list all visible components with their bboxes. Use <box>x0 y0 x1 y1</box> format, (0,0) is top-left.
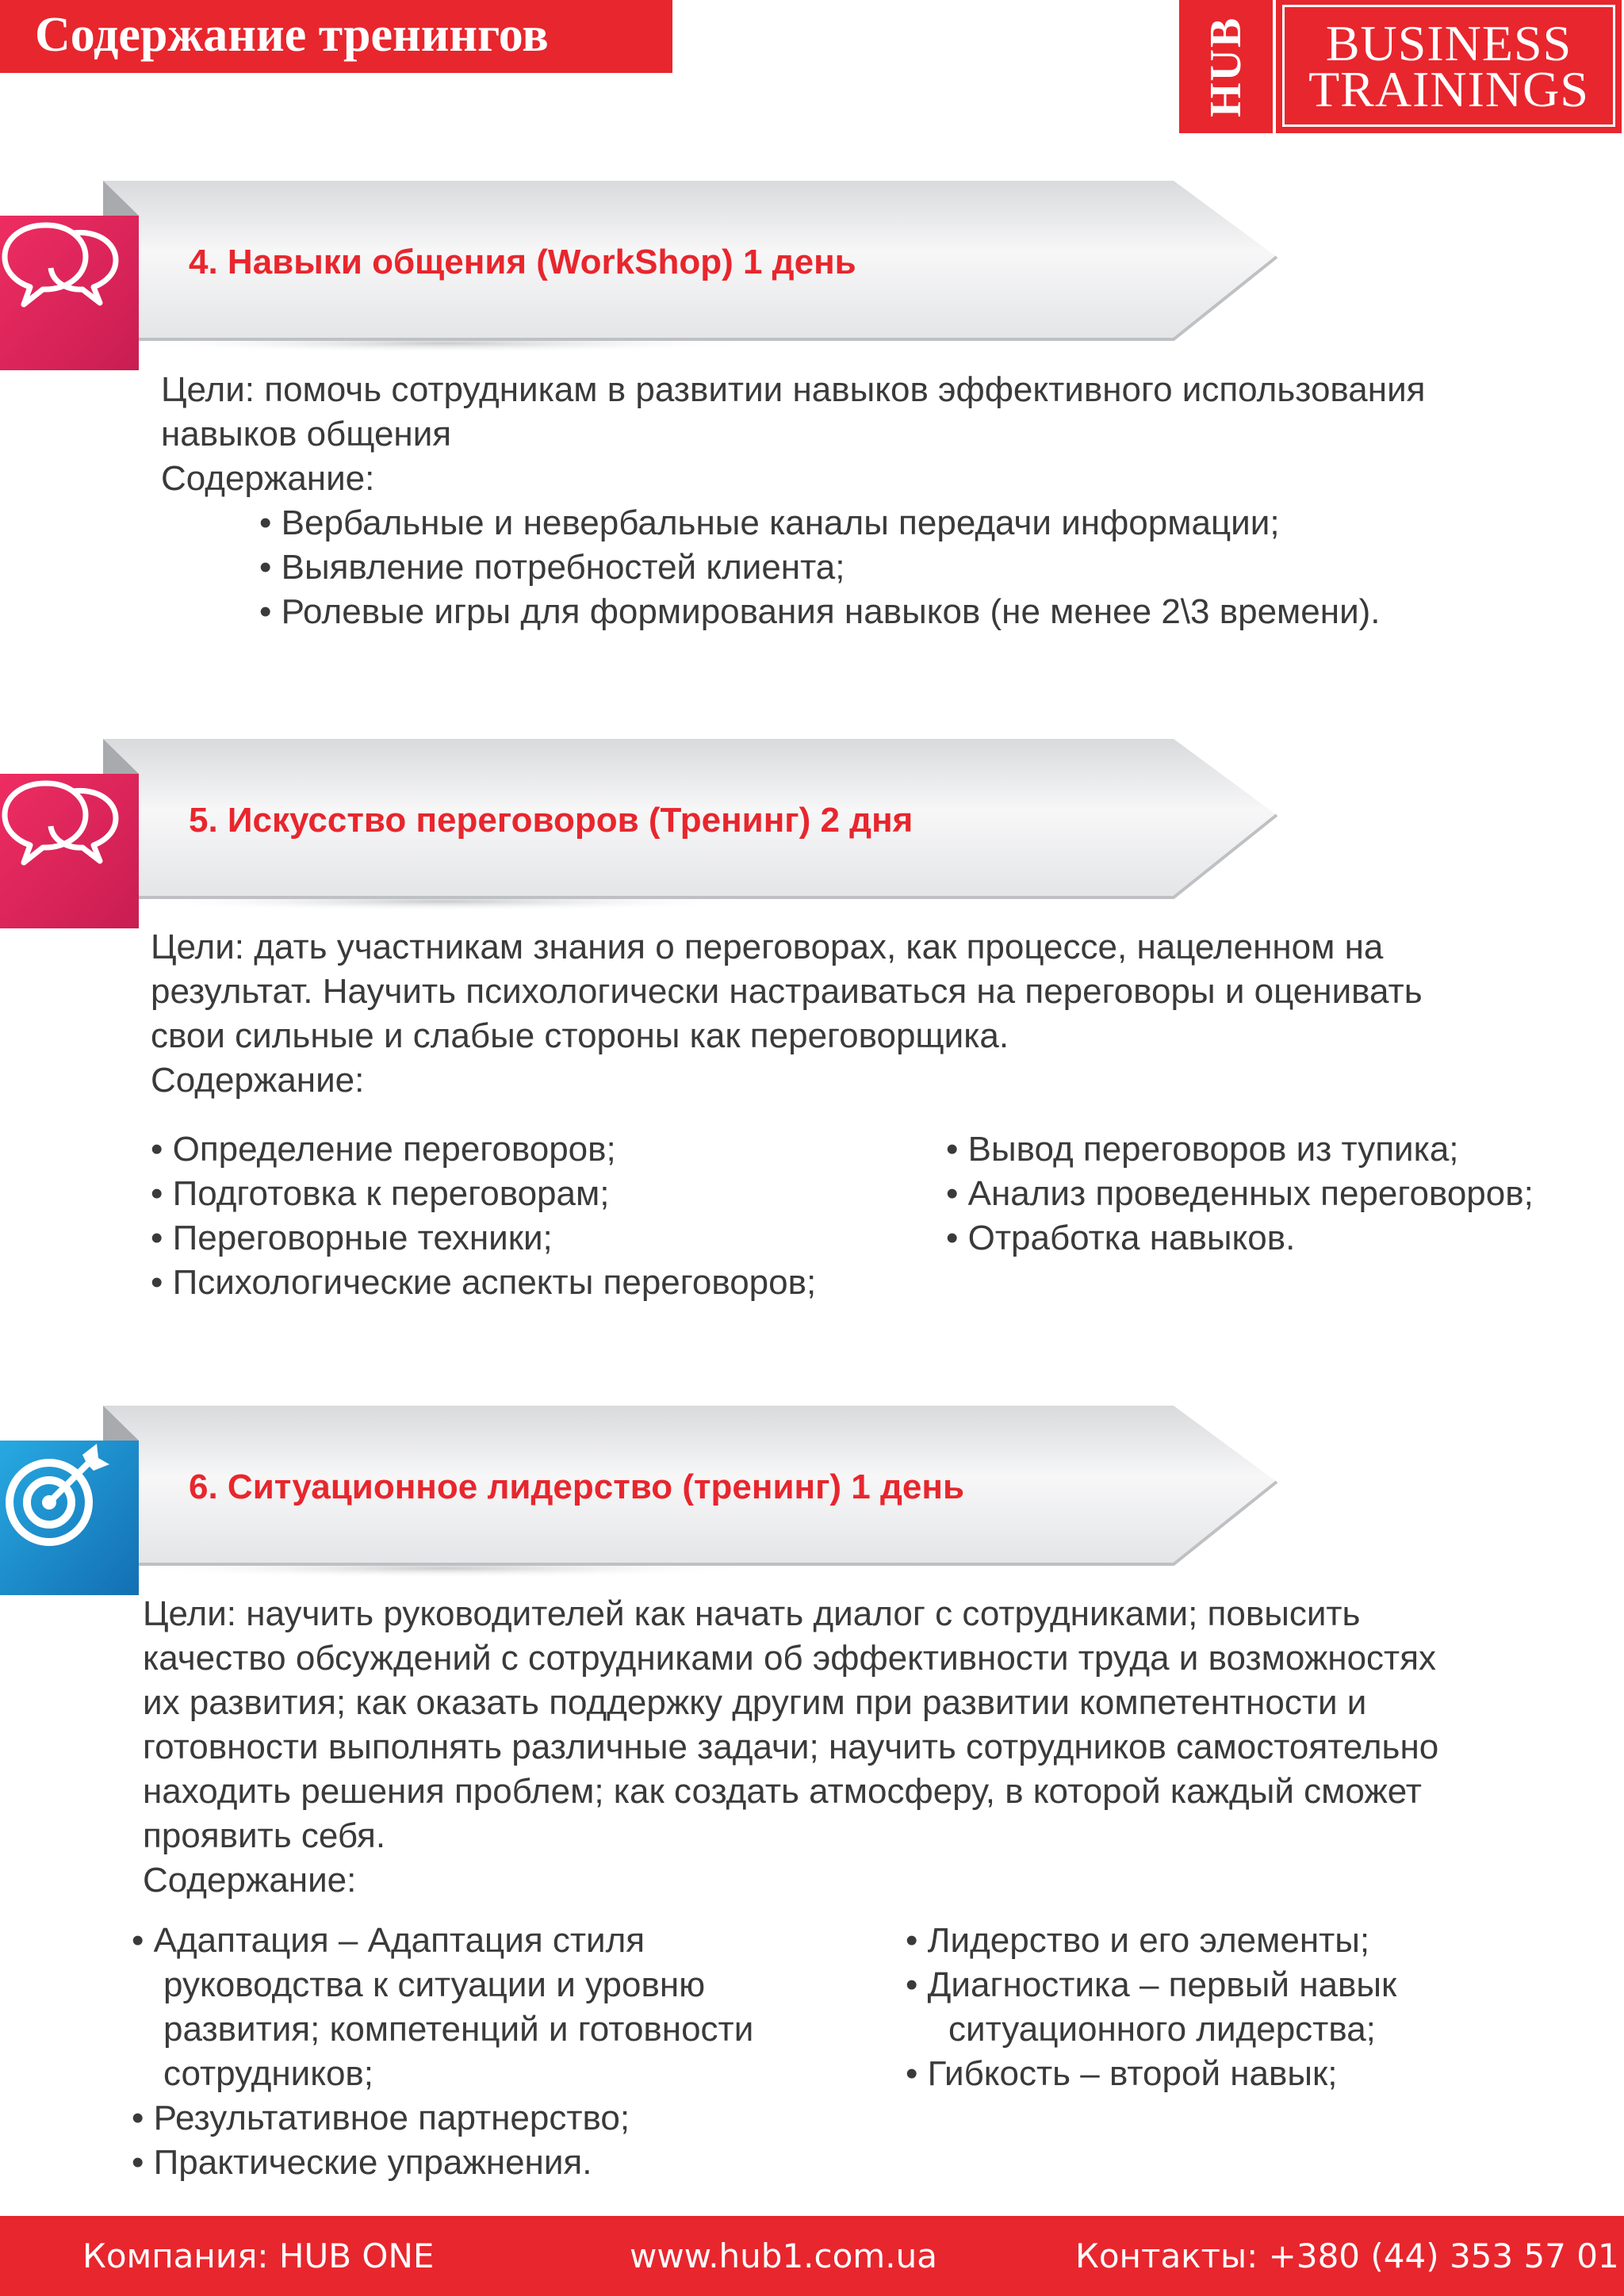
list-item: • Адаптация – Адаптация стиля <box>132 1921 645 1960</box>
list-item: • Вывод переговоров из тупика; <box>946 1130 1459 1169</box>
list-item: • Практические упражнения. <box>132 2143 592 2182</box>
footer-bar <box>0 2216 1624 2296</box>
list-item: • Лидерство и его элементы; <box>906 1921 1370 1960</box>
section-5-body <box>151 925 1423 1103</box>
list-item: • Диагностика – первый навык <box>906 1965 1397 2004</box>
list-item: развития; компетенций и готовности <box>163 2010 754 2049</box>
list-item: • Переговорные техники; <box>151 1219 553 1257</box>
section-4-goals-line: навыков общения <box>161 415 452 453</box>
speech-bubbles-icon <box>0 774 139 928</box>
section-5-title: 5. Искусство переговоров (Тренинг) 2 дня <box>189 801 914 840</box>
section-4-items <box>161 501 1425 634</box>
section-6-items-left <box>132 1919 753 2185</box>
section-4-header <box>0 181 1285 371</box>
section-4-goals-line: Цели: помочь сотрудникам в развитии навыков эффективного использования <box>161 370 1426 409</box>
list-item: • Анализ проведенных переговоров; <box>946 1174 1534 1213</box>
section-6-header <box>0 1406 1285 1596</box>
section-5-goals-line: Цели: дать участникам знания о переговорах, как процессе, нацеленном на <box>151 928 1384 966</box>
section-5-goals-line: результат. Научить психологически настраиваться на переговоры и оценивать <box>151 972 1423 1011</box>
list-item: • Отработка навыков. <box>946 1219 1296 1257</box>
section-6-goals-line: проявить себя. <box>143 1816 386 1855</box>
section-4-body <box>161 368 1425 634</box>
section-6-goals-line: находить решения проблем; как создать атмосферу, в которой каждый сможет <box>143 1772 1422 1811</box>
section-6-content-label: Содержание: <box>143 1861 357 1900</box>
list-item: сотрудников; <box>163 2054 374 2093</box>
speech-bubbles-icon <box>0 216 139 370</box>
section-6-goals-line: качество обсуждений с сотрудниками об эффективности труда и возможностях <box>143 1639 1437 1678</box>
section-5-goals-line: свои сильные и слабые стороны как переговорщика. <box>151 1016 1009 1055</box>
section-6-goals-line: готовности выполнять различные задачи; научить сотрудников самостоятельно <box>143 1728 1439 1766</box>
section-6-goals-line: их развития; как оказать поддержку другим при развитии компетентности и <box>143 1683 1367 1722</box>
target-icon <box>0 1441 139 1595</box>
list-item: • Определение переговоров; <box>151 1130 616 1169</box>
section-5-items-right <box>946 1127 1534 1261</box>
footer-website-link[interactable]: www.hub1.com.ua <box>630 2237 937 2275</box>
section-6-body <box>143 1592 1438 1903</box>
list-item: • Вербальные и невербальные каналы передачи информации; <box>259 503 1280 542</box>
section-5-items-left <box>151 1127 816 1305</box>
list-item: ситуационного лидерства; <box>948 2010 1376 2049</box>
section-4-title: 4. Навыки общения (WorkShop) 1 день <box>189 243 856 281</box>
footer-company: Компания: HUB ONE <box>82 2237 435 2275</box>
list-item: • Психологические аспекты переговоров; <box>151 1263 817 1302</box>
logo-hub-text: HUB <box>1201 16 1251 117</box>
list-item: • Результативное партнерство; <box>132 2099 630 2137</box>
list-item: • Выявление потребностей клиента; <box>259 548 845 587</box>
section-5-content-label: Содержание: <box>151 1061 365 1100</box>
section-6-items-right <box>906 1919 1396 2096</box>
list-item: • Гибкость – второй навык; <box>906 2054 1338 2093</box>
logo-line-2: TRAININGS <box>1308 61 1589 117</box>
section-5-header <box>0 739 1285 929</box>
logo-name-box <box>1276 0 1622 133</box>
hub-logo <box>1179 0 1624 135</box>
list-item: руководства к ситуации и уровню <box>163 1965 706 2004</box>
section-6-title: 6. Ситуационное лидерство (тренинг) 1 день <box>189 1468 964 1506</box>
section-6-goals-line: Цели: научить руководителей как начать диалог с сотрудниками; повысить <box>143 1594 1361 1633</box>
list-item: • Подготовка к переговорам; <box>151 1174 610 1213</box>
page-title: Содержание тренингов <box>0 0 672 73</box>
logo-line-1: BUSINESS <box>1325 15 1572 71</box>
section-4-content-label: Содержание: <box>161 459 375 498</box>
list-item: • Ролевые игры для формирования навыков (не менее 2\3 времени). <box>259 592 1381 631</box>
footer-contacts: Контакты: +380 (44) 353 57 01 <box>1075 2237 1619 2275</box>
